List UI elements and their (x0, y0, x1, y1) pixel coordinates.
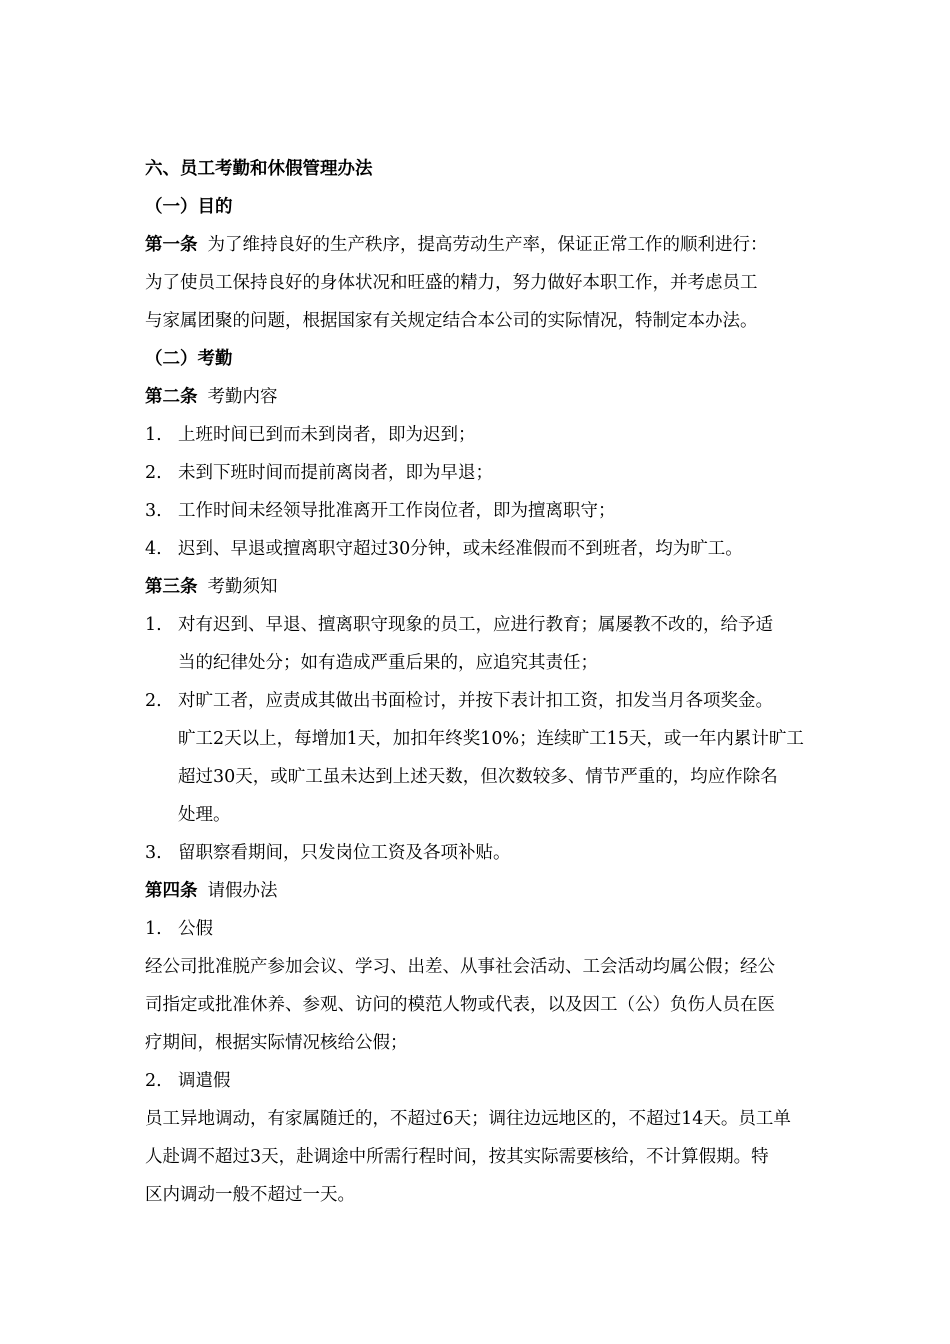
list-item (145, 454, 815, 492)
subsection-title: 调遣假 (178, 1071, 231, 1091)
list-number: 3. (145, 843, 162, 863)
list-item (145, 530, 815, 568)
list-number: 2. (145, 463, 162, 483)
heading-purpose: （一）目的 (145, 197, 233, 217)
article-3-heading (145, 568, 815, 606)
paragraph-line: 经公司批准脱产参加会议、学习、出差、从事社会活动、工会活动均属公假；经公 (145, 957, 775, 977)
list-number: 3. (145, 501, 162, 521)
list-number: 2. (145, 1071, 162, 1091)
list-item-continuation: 旷工2天以上，每增加1天，加扣年终奖10%；连续旷工15天，或一年内累计旷工 (178, 729, 804, 749)
list-text: 对旷工者，应责成其做出书面检讨，并按下表计扣工资，扣发当月各项奖金。 (178, 691, 773, 711)
article-1-label: 第一条 (145, 235, 198, 255)
subsection-transfer-leave (145, 1062, 815, 1100)
article-4-title: 请假办法 (207, 881, 278, 901)
list-text: 留职察看期间，只发岗位工资及各项补贴。 (178, 843, 511, 863)
list-number: 2. (145, 691, 162, 711)
article-2-label: 第二条 (145, 387, 198, 407)
article-1-text: 为了维持良好的生产秩序，提高劳动生产率，保证正常工作的顺利进行： (207, 235, 768, 255)
list-item (145, 834, 815, 872)
list-number: 4. (145, 539, 162, 559)
article-2-heading (145, 378, 815, 416)
list-number: 1. (145, 919, 162, 939)
paragraph-line: 疗期间，根据实际情况核给公假； (145, 1033, 408, 1053)
list-item (145, 492, 815, 530)
list-item (145, 416, 815, 454)
list-number: 1. (145, 425, 162, 445)
list-text: 工作时间未经领导批准离开工作岗位者，即为擅离职守； (178, 501, 616, 521)
list-text: 上班时间已到而未到岗者，即为迟到； (178, 425, 476, 445)
article-4-heading (145, 872, 815, 910)
paragraph-line: 司指定或批准休养、参观、访问的模范人物或代表，以及因工（公）负伤人员在医 (145, 995, 775, 1015)
paragraph-line: 人赴调不超过3天，赴调途中所需行程时间，按其实际需要核给，不计算假期。特 (145, 1147, 769, 1167)
list-number: 1. (145, 615, 162, 635)
article-4-label: 第四条 (145, 881, 198, 901)
article-1-line-2: 为了使员工保持良好的身体状况和旺盛的精力，努力做好本职工作，并考虑员工 (145, 273, 758, 293)
list-text: 迟到、早退或擅离职守超过30分钟，或未经准假而不到班者，均为旷工。 (178, 539, 743, 559)
paragraph-line: 区内调动一般不超过一天。 (145, 1185, 355, 1205)
list-text: 对有迟到、早退、擅离职守现象的员工，应进行教育；属屡教不改的，给予适 (178, 615, 773, 635)
paragraph-line: 员工异地调动，有家属随迁的，不超过6天；调往边远地区的，不超过14天。员工单 (145, 1109, 791, 1129)
article-1-line-3: 与家属团聚的问题，根据国家有关规定结合本公司的实际情况，特制定本办法。 (145, 311, 758, 331)
list-item-continuation: 处理。 (178, 805, 231, 825)
subsection-title: 公假 (178, 919, 213, 939)
article-1-line-1 (145, 226, 815, 264)
list-text: 未到下班时间而提前离岗者，即为早退； (178, 463, 493, 483)
list-item (145, 682, 815, 720)
article-3-label: 第三条 (145, 577, 198, 597)
heading-attendance: （二）考勤 (145, 349, 233, 369)
article-2-title: 考勤内容 (207, 387, 278, 407)
list-item-continuation: 当的纪律处分；如有造成严重后果的，应追究其责任； (178, 653, 598, 673)
section-title: 六、员工考勤和休假管理办法 (145, 159, 373, 179)
document-page (145, 150, 815, 1214)
list-item-continuation: 超过30天，或旷工虽未达到上述天数，但次数较多、情节严重的，均应作除名 (178, 767, 778, 787)
article-3-title: 考勤须知 (207, 577, 278, 597)
list-item (145, 606, 815, 644)
subsection-official-leave (145, 910, 815, 948)
